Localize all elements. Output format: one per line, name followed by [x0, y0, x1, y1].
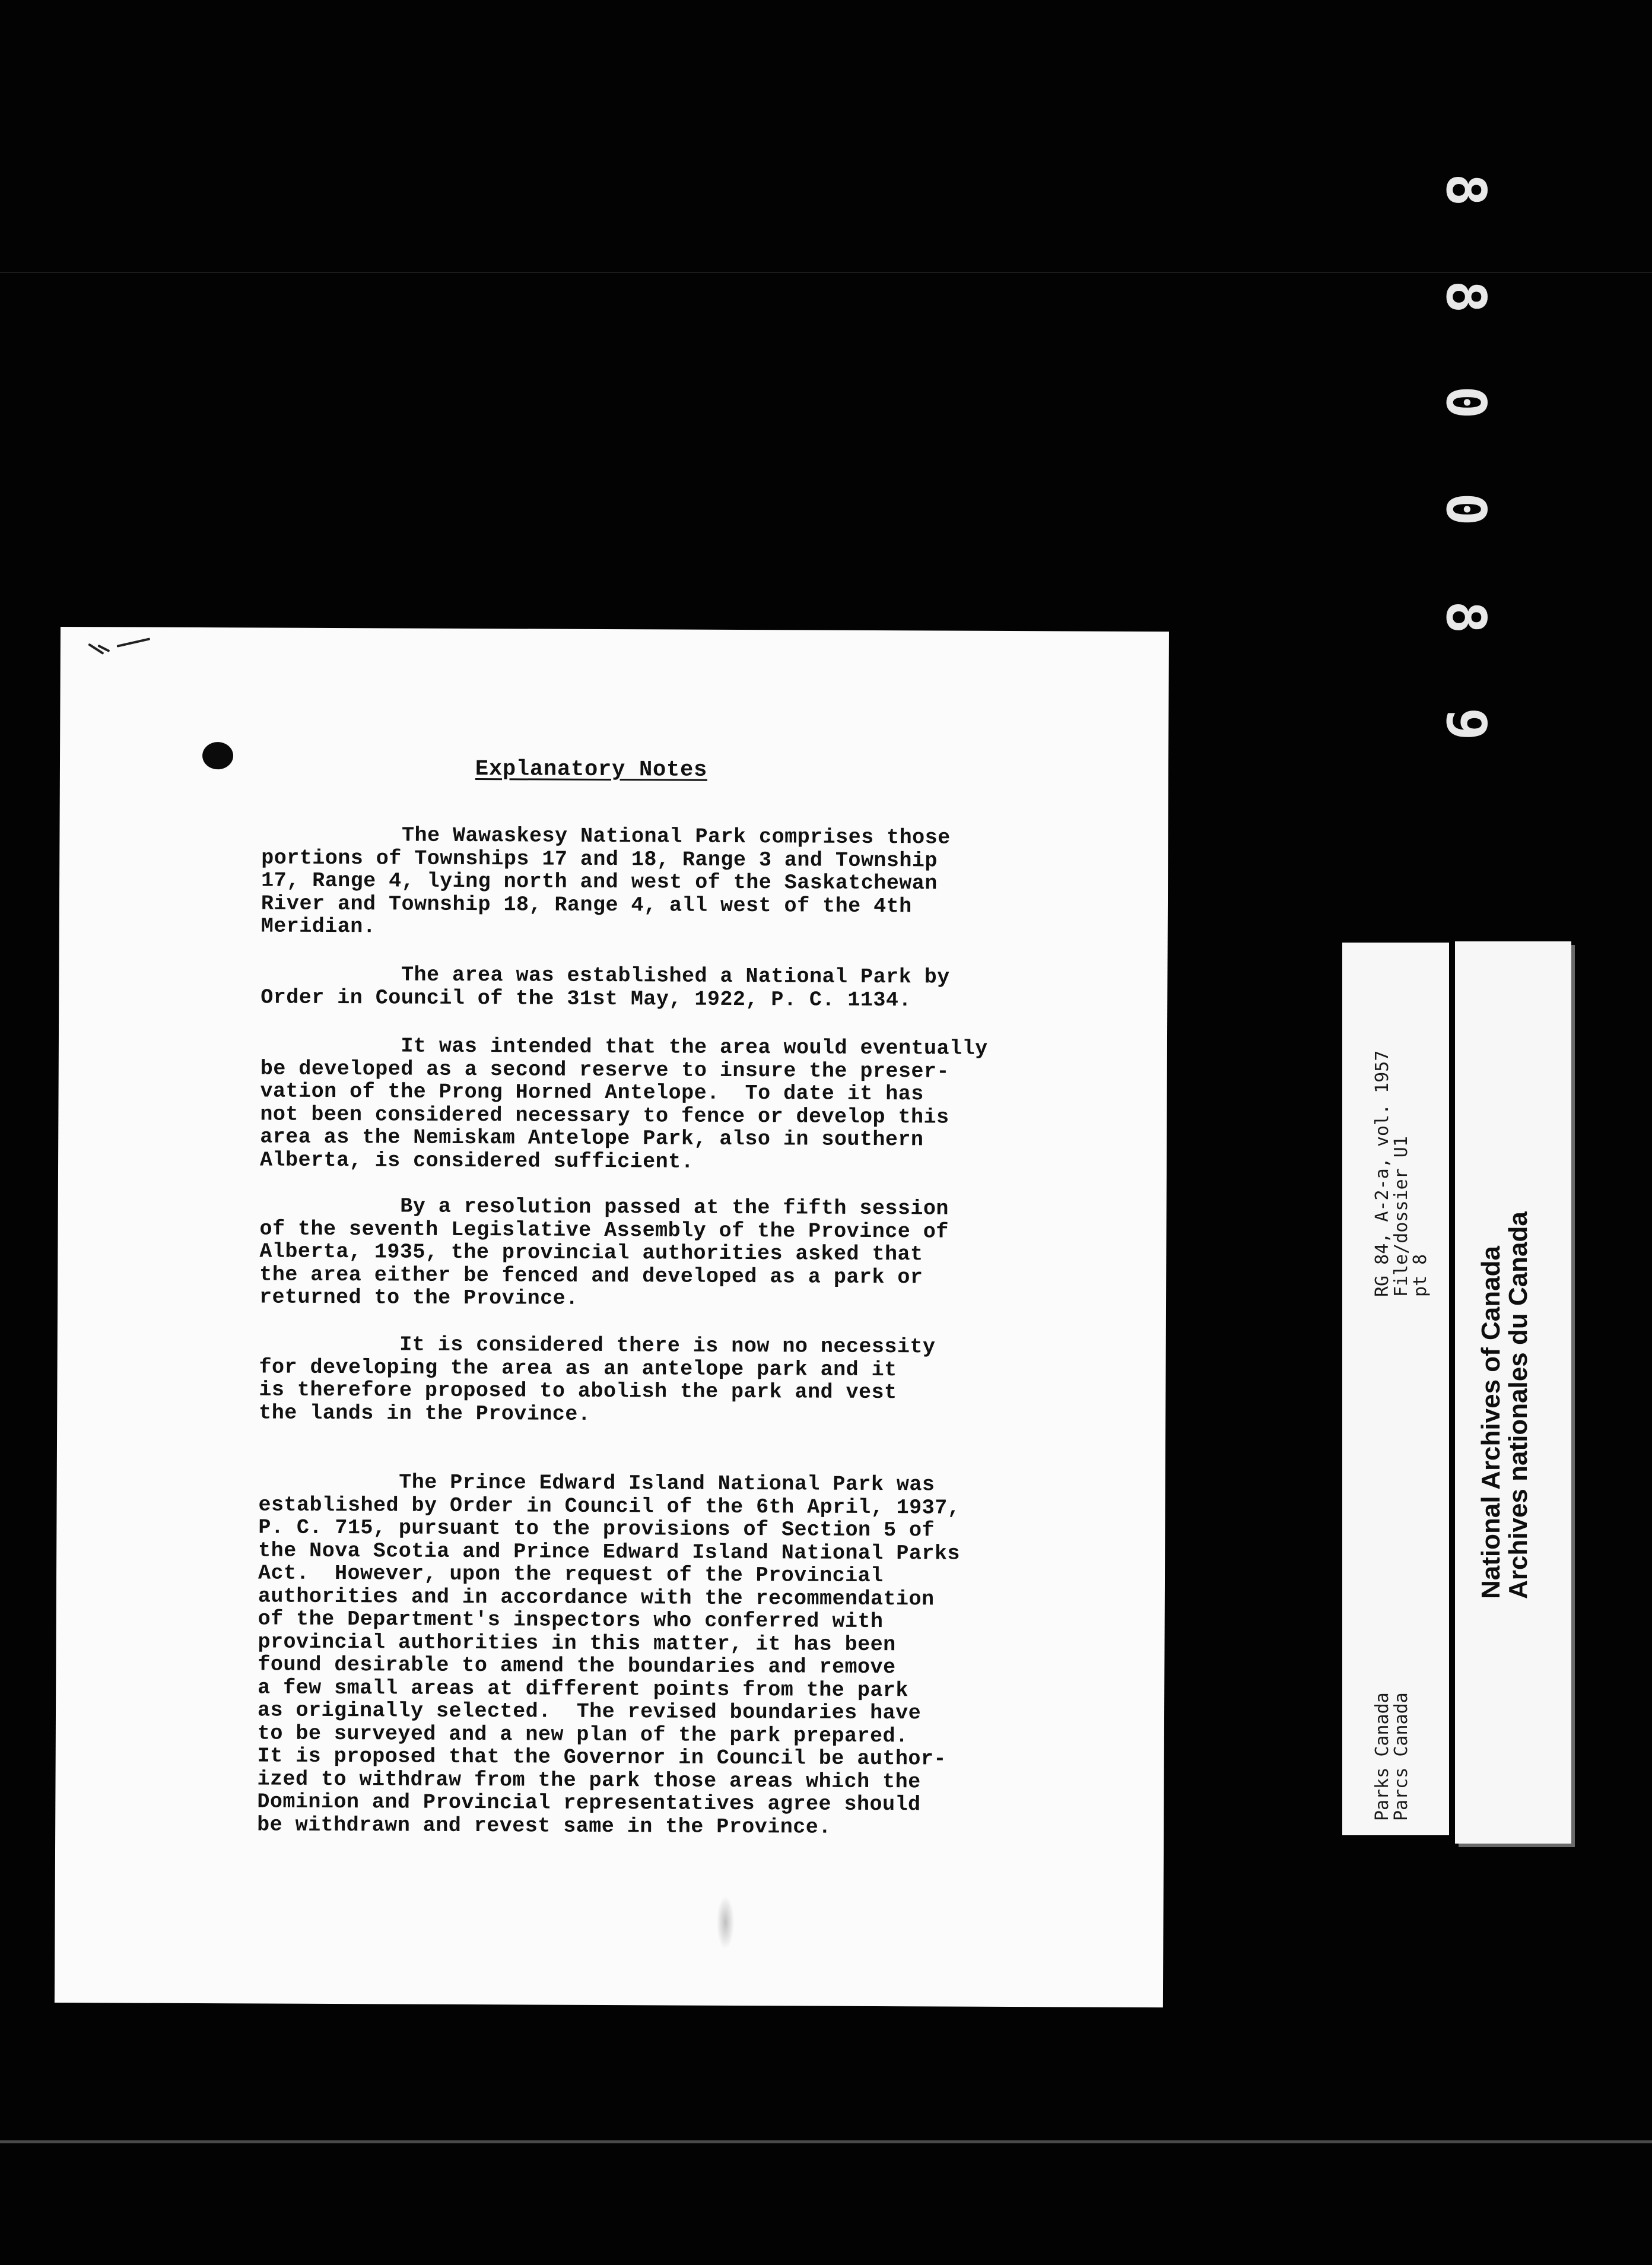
paragraph-abolish-park: It is considered there is now no necessity for developing the area as an antelope park and it is therefore proposed to abolish the park and vest the lands in the Province. — [259, 1332, 936, 1426]
agency-label: Parks Canada Parcs Canada — [1372, 1692, 1412, 1821]
frame-digit: 0 — [1434, 493, 1498, 526]
film-edge-top — [0, 272, 1652, 273]
frame-digit: 8 — [1434, 173, 1498, 207]
ink-spot — [202, 742, 233, 769]
frame-digit: 8 — [1434, 601, 1498, 634]
archival-reference: RG 84, A-2-a, vol. 1957 File/dossier U1 pt 8 — [1372, 1050, 1431, 1297]
frame-digit: 8 — [1434, 280, 1498, 313]
paragraph-alberta-resolution: By a resolution passed at the fifth session of the seventh Legislative Assembly of the Province of Alberta, 1935, the provincial authorities asked that the area either be fenced and developed as a park or returned to the Province. — [259, 1194, 949, 1311]
paragraph-establishment: The area was established a National Park by Order in Council of the 31st May, 1922, P. C. 1134. — [260, 962, 950, 1012]
frame-digit: 0 — [1434, 386, 1498, 419]
film-edge-bottom — [0, 2140, 1652, 2143]
archives-label: National Archives of Canada Archives nationales du Canada — [1476, 1211, 1533, 1599]
paragraph-antelope-reserve: It was intended that the area would eventually be developed as a second reserve to insure the preser- vation of the Prong Horned Antelope. To date it has not been considered necessary to fence or develop this area as the Nemiskam Antelope Park, also in southern Alberta, is considered sufficient. — [259, 1033, 988, 1174]
frame-digit: 9 — [1434, 708, 1498, 741]
paragraph-wawaskesy-park: The Wawaskesy National Park comprises those portions of Townships 17 and 18, Range 3 and Township 17, Range 4, lying north and west of the Saskatchewan River and Township 18, Range 4, all west of the 4th Meridian. — [260, 823, 951, 939]
smudge — [716, 1896, 734, 1949]
document-title: Explanatory Notes — [475, 757, 708, 783]
pencil-mark — [87, 635, 153, 659]
paragraph-pei-park: The Prince Edward Island National Park was established by Order in Council of the 6th April, 1937, P. C. 715, pursuant to the provisions of Section 5 of the Nova Scotia and Prince Edward Island National Parks Act. However, upon the request of the Provincial authorities and in accordance with the recommendation of the Department's inspectors who conferred with provincial authorities in this matter, it has been found desirable to amend the boundaries and remove a few small areas at different points from the park as originally selected. The revised boundaries have to be surveyed and a new plan of the park prepared. It is proposed that the Governor in Council be author- ized to withdraw from the park those areas which the Dominion and Provincial representatives agree should be withdrawn and revest same in the Province. — [257, 1470, 961, 1839]
typed-page — [55, 627, 1169, 2007]
frame-counter — [1422, 160, 1511, 754]
